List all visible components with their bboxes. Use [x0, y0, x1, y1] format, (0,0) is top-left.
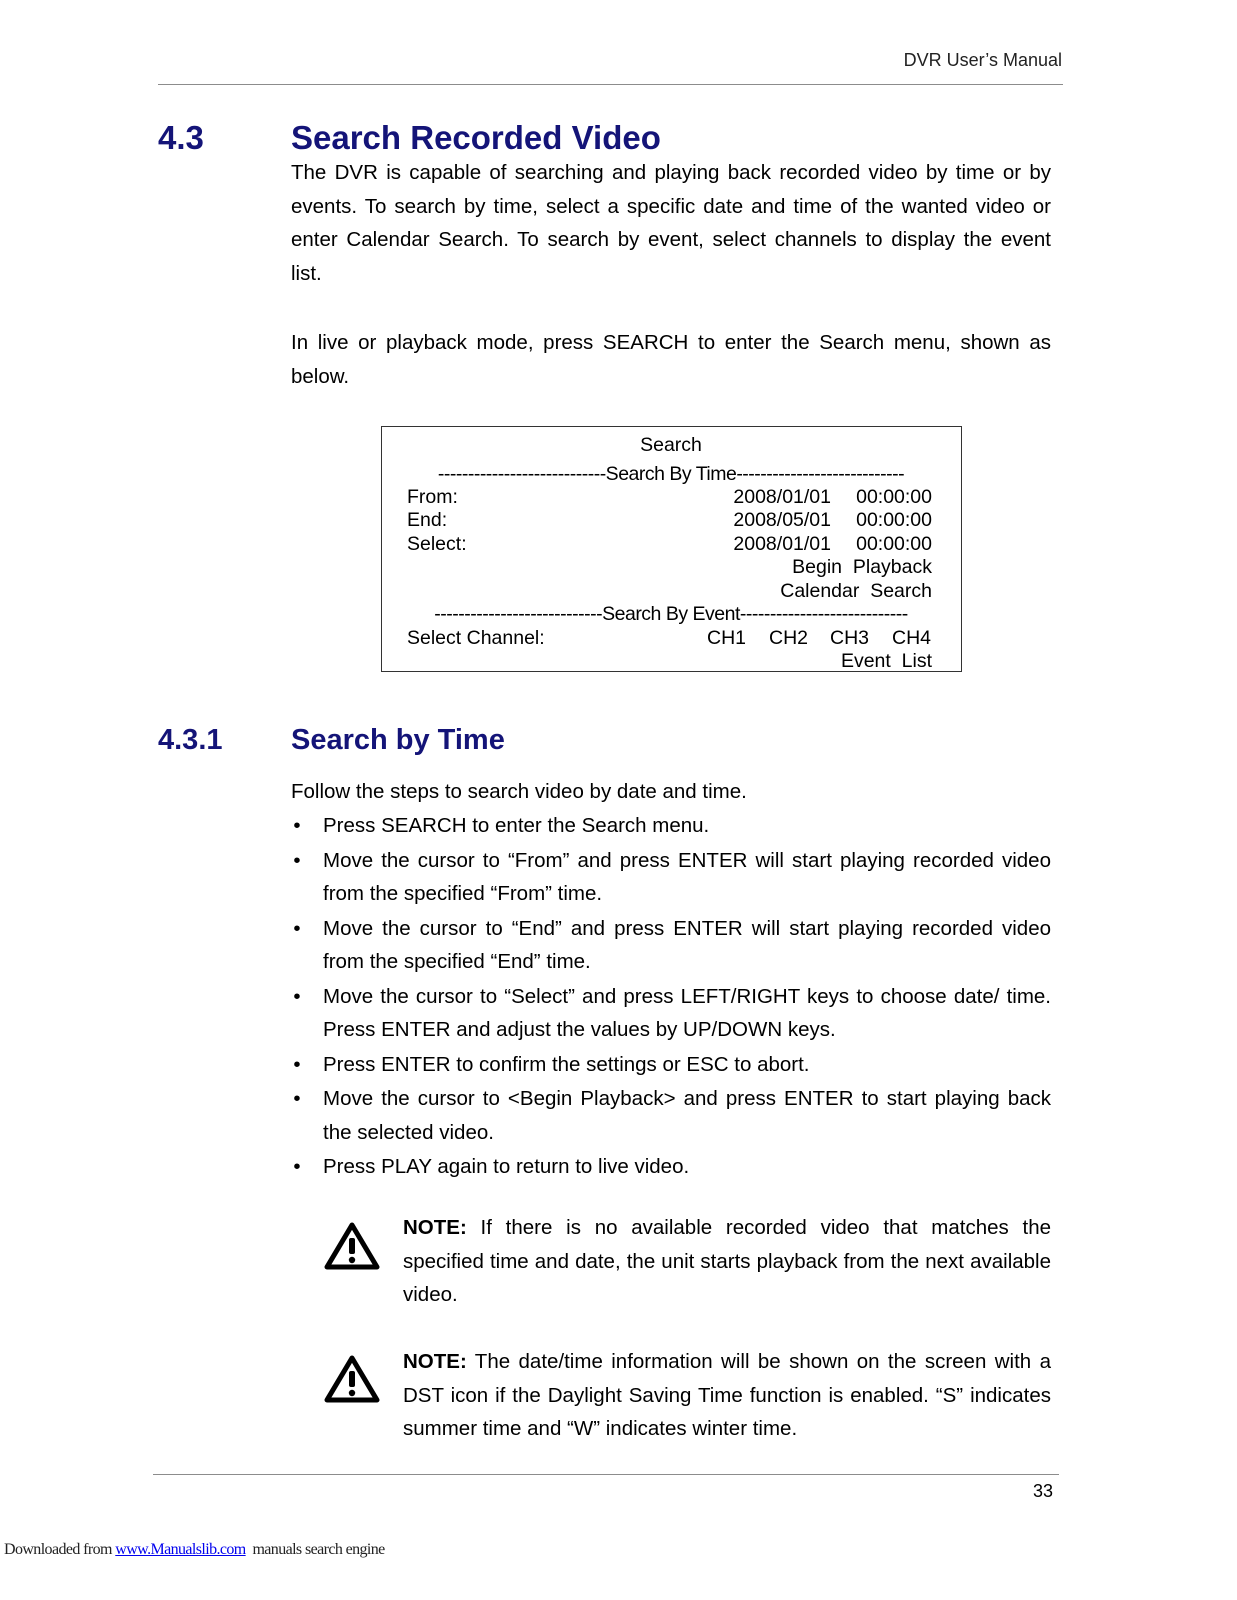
list-item: [291, 1048, 1051, 1082]
select-date[interactable]: 2008/01/01: [733, 533, 831, 555]
bullet-icon: •: [293, 1155, 301, 1178]
menu-title: Search: [640, 434, 702, 456]
end-time[interactable]: 00:00:00: [856, 509, 932, 531]
intro-paragraph: The DVR is capable of searching and playing back recorded video by time or by events. To search by time, select a specific date and time of the wanted video or enter Calendar Search. To search by event, select channels to display the event list.: [291, 161, 1051, 285]
select-channel-label: Select Channel:: [407, 627, 545, 649]
list-item: [291, 1082, 1051, 1149]
from-label: From:: [407, 486, 458, 508]
search-menu-screen: [381, 426, 962, 672]
channel-ch4[interactable]: CH4: [892, 627, 932, 649]
channel-ch2[interactable]: CH2: [769, 627, 809, 649]
search-menu-paragraph: In live or playback mode, press SEARCH to enter the Search menu, shown as below.: [291, 331, 1051, 388]
channel-ch1[interactable]: CH1: [707, 627, 747, 649]
bullet-icon: •: [293, 848, 301, 872]
download-credit: [4, 1541, 385, 1559]
search-by-time-header: ----------------------------Search By Time----------------------------: [437, 463, 905, 485]
bullet-icon: •: [293, 916, 301, 940]
section-title: Search Recorded Video: [291, 119, 661, 156]
list-item: [291, 980, 1051, 1047]
footer-divider: [153, 1474, 1059, 1475]
step-text: Move the cursor to “Select” and press LEFT/RIGHT keys to choose date/ time. Press ENTER and adjust the values by UP/DOWN keys.: [323, 984, 1051, 1041]
step-text: Move the cursor to <Begin Playback> and press ENTER to start playing back the selected video.: [323, 1087, 1051, 1144]
begin-playback-button[interactable]: Begin Playback: [792, 556, 932, 578]
bullet-icon: •: [293, 1052, 301, 1076]
bullet-icon: •: [293, 1087, 301, 1110]
step-text: Press PLAY again to return to live video.: [323, 1155, 690, 1178]
select-label: Select:: [407, 533, 467, 555]
note-2: [403, 1345, 1051, 1446]
end-date[interactable]: 2008/05/01: [733, 509, 831, 531]
list-item: [291, 809, 1051, 843]
running-header: DVR User’s Manual: [903, 50, 1062, 70]
channel-ch3[interactable]: CH3: [830, 627, 870, 649]
from-date[interactable]: 2008/01/01: [733, 486, 831, 508]
end-label: End:: [407, 509, 448, 531]
steps-intro: Follow the steps to search video by date and time.: [291, 780, 747, 803]
note-1: [403, 1211, 1051, 1312]
download-prefix: Downloaded from: [4, 1541, 116, 1558]
steps-list: [291, 809, 1051, 1185]
note-label: NOTE:: [403, 1216, 467, 1239]
step-text: Press SEARCH to enter the Search menu.: [323, 814, 710, 837]
list-item: [291, 1150, 1051, 1184]
note-label: NOTE:: [403, 1350, 467, 1373]
bullet-icon: •: [293, 984, 301, 1008]
event-list-button[interactable]: Event List: [840, 650, 932, 672]
step-text: Move the cursor to “End” and press ENTER will start playing recorded video from the specified “End” time.: [323, 916, 1051, 973]
header-divider: [158, 84, 1063, 85]
list-item: [291, 912, 1051, 979]
subsection-number: 4.3.1: [158, 724, 223, 756]
search-by-event-header: ----------------------------Search By Event----------------------------: [434, 603, 908, 625]
download-suffix: manuals search engine: [245, 1541, 385, 1558]
bullet-icon: •: [293, 814, 301, 837]
step-text: Move the cursor to “From” and press ENTER will start playing recorded video from the specified “From” time.: [323, 848, 1051, 905]
section-number: 4.3: [158, 119, 204, 156]
calendar-search-button[interactable]: Calendar Search: [780, 580, 932, 602]
list-item: [291, 844, 1051, 911]
warning-triangle-icon: [324, 1354, 380, 1404]
step-text: Press ENTER to confirm the settings or ESC to abort.: [323, 1052, 810, 1076]
note-text: The date/time information will be shown on the screen with a DST icon if the Daylight Saving Time function is enabled. “S” indicates summer time and “W” indicates winter time.: [403, 1350, 1051, 1440]
subsection-title: Search by Time: [291, 724, 505, 756]
select-time[interactable]: 00:00:00: [856, 533, 932, 555]
note-text: If there is no available recorded video that matches the specified time and date, the unit starts playback from the next available video.: [403, 1216, 1051, 1306]
warning-triangle-icon: [324, 1221, 380, 1271]
page-number: 33: [1033, 1481, 1054, 1501]
manualslib-link[interactable]: www.Manualslib.com: [115, 1541, 246, 1558]
from-time[interactable]: 00:00:00: [856, 486, 932, 508]
